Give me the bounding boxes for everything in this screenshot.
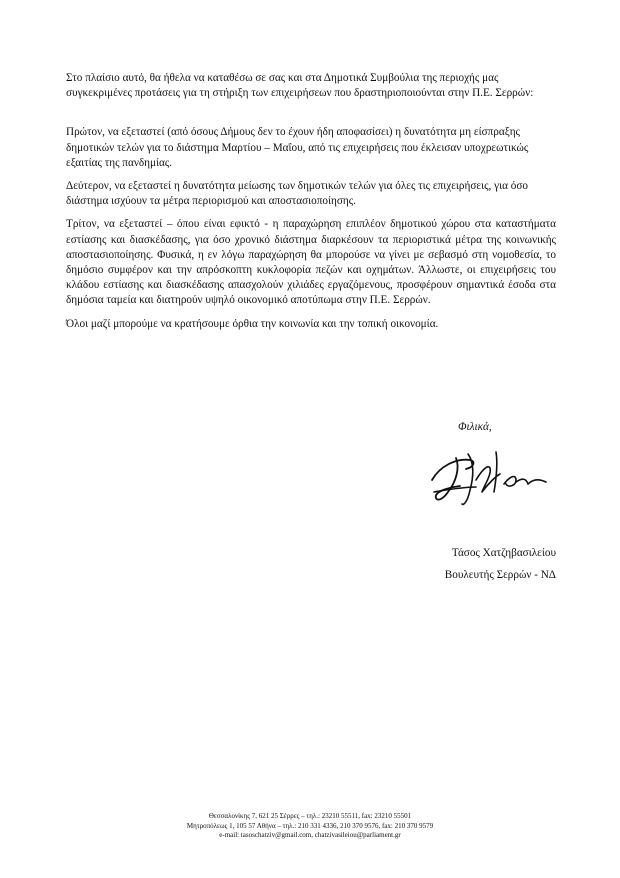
contact-footer xyxy=(0,812,620,841)
third-proposal-paragraph: Τρίτον, να εξεταστεί – όπου είναι εφικτό - η παραχώρηση επιπλέον δημοτικού χώρου στα καταστήματα εστίασης και διασκέδασης, για όσο χρονικό διάστημα διαρκέσουν τα περιοριστικά μέτρα της κοινωνικής αποστασιοποίησης. Φυσικά, η εν λόγω παραχώρηση θα μπορούσε να γίνει με σεβασμό στη νομοθεσία, το δημόσιο συμφέρον και την απρόσκοπτη κυκλοφορία πεζών και οχημάτων. Άλλωστε, οι επιχειρήσεις του κλάδου εστίασης και διασκέδασης απασχολούν χιλιάδες εργαζόμενους, προσφέρουν σημαντικά έσοδα στα δημόσια ταμεία και διατηρούν υψηλό οικονομικό αποτύπωμα στην Π.Ε. Σερρών. xyxy=(66,218,556,307)
first-proposal-paragraph: Πρώτον, να εξεταστεί (από όσους Δήμους δεν το έχουν ήδη αποφασίσει) η δυνατότητα μη είσπραξης δημοτικών τελών για το διάστημα Μαρτίου – Μαΐου, από τις επιχειρήσεις που έκλεισαν υποχρεωτικώς εξαιτίας της πανδημίας. xyxy=(66,126,529,169)
signer-name: Τάσος Χατζηβασιλείου xyxy=(451,547,556,559)
closing-salutation: Φιλικά, xyxy=(458,421,492,433)
second-proposal-paragraph: Δεύτερον, να εξεταστεί η δυνατότητα μείωσης των δημοτικών τελών για όλες τις επιχειρήσεις, για όσο διάστημα ισχύουν τα μέτρα περιορισμού και αποστασιοποίησης. xyxy=(66,180,528,208)
letter-body xyxy=(66,71,556,332)
signer-title: Βουλευτής Σερρών - ΝΔ xyxy=(444,569,556,581)
closing-statement-paragraph: Όλοι μαζί μπορούμε να κρατήσουμε όρθια την κοινωνία και την τοπική οικονομία. xyxy=(66,317,439,330)
handwritten-signature xyxy=(426,440,556,510)
intro-paragraph: Στο πλαίσιο αυτό, θα ήθελα να καταθέσω σε σας και στα Δημοτικά Συμβούλια της περιοχής μας συγκεκριμένες προτάσεις για τη στήριξη των επιχειρήσεων που δραστηριοποιούνται στην Π.Ε. Σερρών: xyxy=(66,72,534,100)
footer-email: e-mail: tasoschatziv@gmail.com, chatzivasileiou@parliament.gr xyxy=(219,831,401,839)
footer-serres-office: Θεσσαλονίκης 7, 621 25 Σέρρες – τηλ.: 23210 55511, fax: 23210 55501 xyxy=(208,812,412,820)
footer-athens-office: Μητροπόλεως 1, 105 57 Αθήνα – τηλ.: 210 331 4336, 210 370 9576, fax: 210 370 9579 xyxy=(186,821,434,830)
